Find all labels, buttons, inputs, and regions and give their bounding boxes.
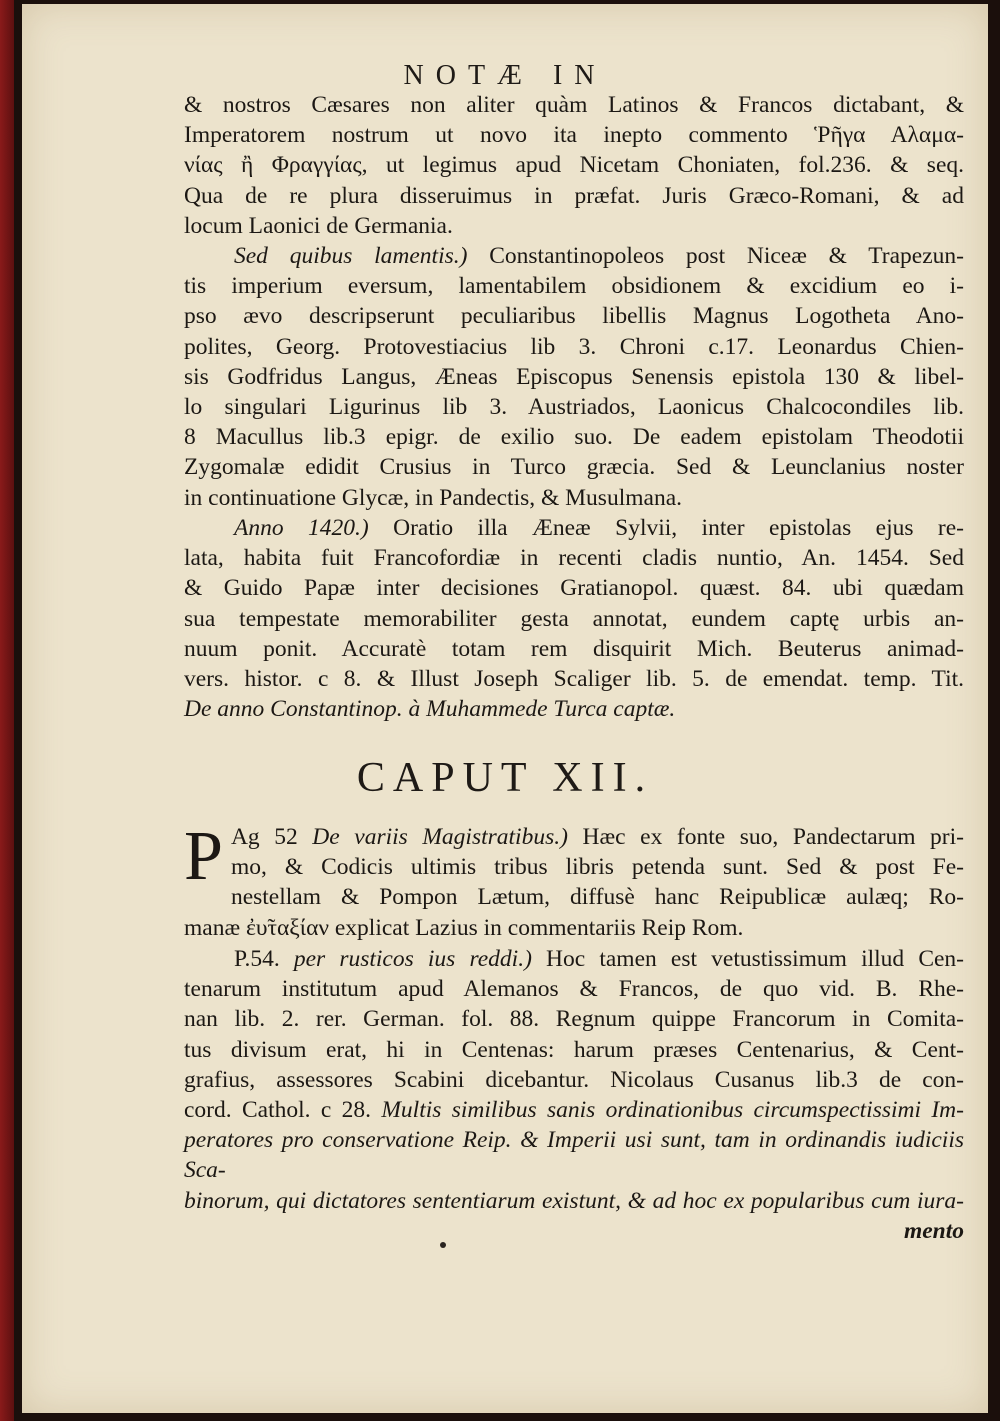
text-line: & Guido Papæ inter decisiones Gratianopol. quæst. 84. ubi quædam [184,575,964,602]
running-header: NOTÆ IN [403,60,607,91]
text-line: lo singulari Ligurinus lib 3. Austriados, Laonicus Chalcocondiles lib. [184,394,964,421]
text-line: in continuatione Glycæ, in Pandectis, & Musulmana. [184,484,682,511]
text-line: tus divisum erat, hi in Centenas: harum præses Centenarius, & Cent- [184,1036,964,1063]
text-line: manæ ἐυ̃ταξίαν explicat Lazius in commentariis Reip Rom. [184,914,744,941]
note-text: Hoc tamen est vetustissimum illud Cen- [531,946,965,972]
note-lemma: Sed quibus lamentis.) [234,243,468,269]
text-line: sua tempestate memorabiliter gesta annotat, eundem captę urbis an- [184,605,964,632]
text-line: pso ævo descripserunt peculiaribus libellis Magnus Logotheta Ano- [184,303,964,330]
note-text: Hæc ex fonte suo, Pandectarum pri- [567,824,964,850]
text-line: Imperatorem nostrum ut novo ita inepto commento Ῥῆγα Αλαμα- [184,122,964,149]
quotation-line: binorum, qui dictatores sententiarum existunt, & ad hoc ex popularibus cum iura- [184,1187,964,1214]
section-continuation [184,90,964,241]
text-line: νίας ἢ Φραγγίας, ut legimus apud Nicetam Choniaten, fol.236. & seq. [184,152,964,179]
text-line: nan lib. 2. rer. German. fol. 88. Regnum quippe Francorum in Comita- [184,1006,964,1033]
quotation-line: peratores pro conservatione Reip. & Imperii usi sunt, tam in ordinandis iudiciis Sca- [184,1127,964,1184]
note-centenarum [184,944,964,1246]
book-edge [0,0,14,1421]
note-first-line [184,241,964,271]
chapter-heading: CAPUT XII. [356,755,654,801]
note-lemma: Anno 1420.) [234,515,369,541]
text-line: tenarum institutum apud Alemanos & Francos, de quo vid. B. Rhe- [184,976,964,1003]
text-line: lata, habita fuit Francofordiæ in recenti cladis nuntio, An. 1454. Sed [184,545,964,572]
note-text: Oratio illa Æneæ Sylvii, inter epistolas ejus re- [368,515,965,541]
note-anno-1420 [184,513,964,724]
note-page-ref: Ag 52 [230,824,313,850]
text-line: De anno Constantinop. à Muhammede Turca captæ. [184,696,676,723]
text-line: tis imperium eversum, lamentabilem obsidionem & excidium eo i- [184,273,964,300]
text-line [184,1095,964,1125]
catchword: mento [903,1217,964,1244]
text-line: Qua de re plura disseruimus in præfat. Juris Græco-Romani, & ad [184,182,964,209]
note-text: Constantinopoleos post Niceæ & Trapezun- [467,243,964,269]
note-page-ref: P.54. [234,946,294,972]
citation: cord. Cathol. c 28. [184,1097,382,1124]
note-first-line [184,822,964,852]
note-constantinople [184,241,964,513]
signature-mark [440,1242,446,1248]
text-line: & nostros Cæsares non aliter quàm Latinos & Francos dictabant, & [184,92,964,118]
note-lemma: per rusticos ius reddi.) [293,946,532,972]
text-line: mo, & Codicis ultimis tribus libris petenda sunt. Sed & post Fe- [230,854,964,881]
text-line: nestellam & Pompon Lætum, diffusè hanc Reipublicæ aulæq; Ro- [230,884,964,911]
drop-cap: P [184,818,223,895]
book-page [22,4,988,1413]
text-line: 8 Macullus lib.3 epigr. de exilio suo. De eadem epistolam Theodotii [184,424,964,451]
text-line: locum Laonici de Germania. [184,212,453,239]
text-line: sis Godfridus Langus, Æneas Episcopus Senensis epistola 130 & libel- [184,363,964,390]
text-line: grafius, assessores Scabini dicebantur. Nicolaus Cusanus lib.3 de con- [184,1066,964,1093]
text-line: polites, Georg. Protovestiacius lib 3. Chroni c.17. Leonardus Chien- [184,333,964,360]
note-lemma: De variis Magistratibus.) [312,824,568,850]
text-line: Zygomalæ edidit Crusius in Turco græcia. Sed & Leunclanius noster [184,454,964,481]
note-magistratibus [184,818,964,943]
note-first-line [184,513,964,543]
text-line: vers. histor. c 8. & Illust Joseph Scaliger lib. 5. de emendat. temp. Tit. [184,666,964,693]
text-line: nuum ponit. Accuratè totam rem disquirit Mich. Beuterus animad- [184,635,964,662]
note-first-line [184,944,964,974]
quotation: Multis similibus sanis ordinationibus circumspectissimi Im- [381,1097,964,1124]
